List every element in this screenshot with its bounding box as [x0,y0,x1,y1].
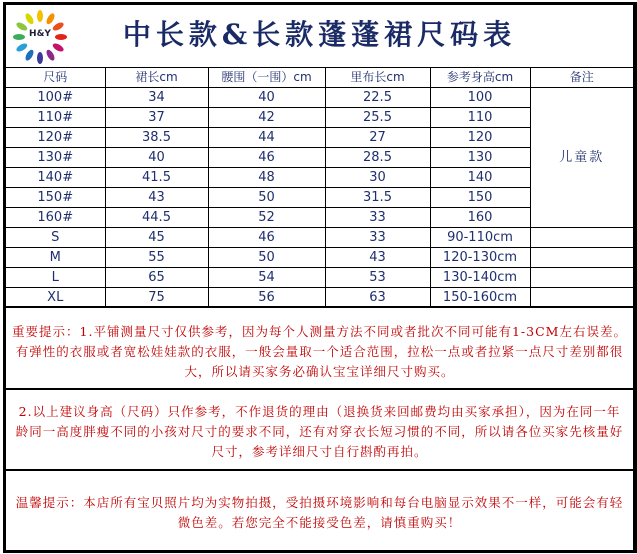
lining-length-cell: 43 [325,248,430,268]
column-header-height: 参考身高cm [430,68,530,88]
waist-cell: 48 [208,168,325,188]
column-header-size: 尺码 [6,68,105,88]
size-cell: 160# [6,208,105,228]
lining-length-cell: 27 [325,128,430,148]
column-header-lining-length: 里布长cm [325,68,430,88]
waist-cell: 42 [208,108,325,128]
table-row [6,228,633,248]
size-cell: 140# [6,168,105,188]
warm-tip-color-difference: 温馨提示：本店所有宝贝照片均为实物拍摄，受拍摄环境影响和每台电脑显示效果不一样，可能会有轻微色差。若您完全不能接受色差，请慎重购买！ [6,469,633,550]
height-cell: 160 [430,208,530,228]
size-cell: 110# [6,108,105,128]
table-header-row [6,68,633,88]
lining-length-cell: 30 [325,168,430,188]
table-row [6,268,633,288]
height-cell: 130-140cm [430,268,530,288]
lining-length-cell: 25.5 [325,108,430,128]
size-cell: S [6,228,105,248]
skirt-length-cell: 38.5 [105,128,208,148]
important-note-measurement: 重要提示：1.平铺测量尺寸仅供参考，因为每个人测量方法不同或者批次不同可能有1-3CM左右误差。有弹性的衣服或者宽松娃娃款的衣服，一般会量取一个适合范围，拉松一点或者拉紧一点尺寸差别都很大，所以请买家务必确认宝宝详细尺寸购买。 [6,306,633,388]
size-cell: 120# [6,128,105,148]
size-cell: L [6,268,105,288]
skirt-length-cell: 40 [105,148,208,168]
remark-children-cell: 儿童款 [530,88,633,228]
header [6,5,633,67]
column-header-remark: 备注 [530,68,633,88]
height-cell: 120 [430,128,530,148]
height-cell: 110 [430,108,530,128]
height-cell: 150 [430,188,530,208]
skirt-length-cell: 55 [105,248,208,268]
table-row [6,248,633,268]
size-cell: 130# [6,148,105,168]
waist-cell: 52 [208,208,325,228]
table-row [6,88,633,108]
size-chart-frame [3,2,637,553]
remark-cell [530,288,633,308]
size-cell: M [6,248,105,268]
remark-cell [530,268,633,288]
lining-length-cell: 33 [325,208,430,228]
skirt-length-cell: 75 [105,288,208,308]
lining-length-cell: 33 [325,228,430,248]
height-cell: 120-130cm [430,248,530,268]
lining-length-cell: 31.5 [325,188,430,208]
waist-cell: 54 [208,268,325,288]
page-title: 中长款&长款蓬蓬裙尺码表 [122,18,517,51]
lining-length-cell: 22.5 [325,88,430,108]
height-cell: 100 [430,88,530,108]
height-cell: 130 [430,148,530,168]
waist-cell: 44 [208,128,325,148]
height-cell: 140 [430,168,530,188]
table-row [6,288,633,308]
skirt-length-cell: 41.5 [105,168,208,188]
height-cell: 150-160cm [430,288,530,308]
lining-length-cell: 63 [325,288,430,308]
size-cell: 150# [6,188,105,208]
size-cell: XL [6,288,105,308]
skirt-length-cell: 34 [105,88,208,108]
lining-length-cell: 53 [325,268,430,288]
important-note-height-reference: 2.以上建议身高（尺码）只作参考，不作退货的理由（退换货来回邮费均由买家承担），因为在同一年龄同一高度胖瘦不同的小孩对尺寸的要求不同，还有对穿衣长短习惯的不同，所以请各位买家先核量好尺寸，参考详细尺寸自行斟酌再拍。 [6,388,633,469]
height-cell: 90-110cm [430,228,530,248]
waist-cell: 46 [208,148,325,168]
skirt-length-cell: 44.5 [105,208,208,228]
column-header-skirt-length: 裙长cm [105,68,208,88]
skirt-length-cell: 37 [105,108,208,128]
lining-length-cell: 28.5 [325,148,430,168]
remark-cell [530,248,633,268]
skirt-length-cell: 43 [105,188,208,208]
size-table [6,67,633,308]
waist-cell: 40 [208,88,325,108]
column-header-waist: 腰围（一围）cm [208,68,325,88]
waist-cell: 46 [208,228,325,248]
remark-cell [530,228,633,248]
size-cell: 100# [6,88,105,108]
skirt-length-cell: 45 [105,228,208,248]
waist-cell: 56 [208,288,325,308]
skirt-length-cell: 65 [105,268,208,288]
logo-text: H&Y [29,29,51,39]
waist-cell: 50 [208,188,325,208]
waist-cell: 50 [208,248,325,268]
